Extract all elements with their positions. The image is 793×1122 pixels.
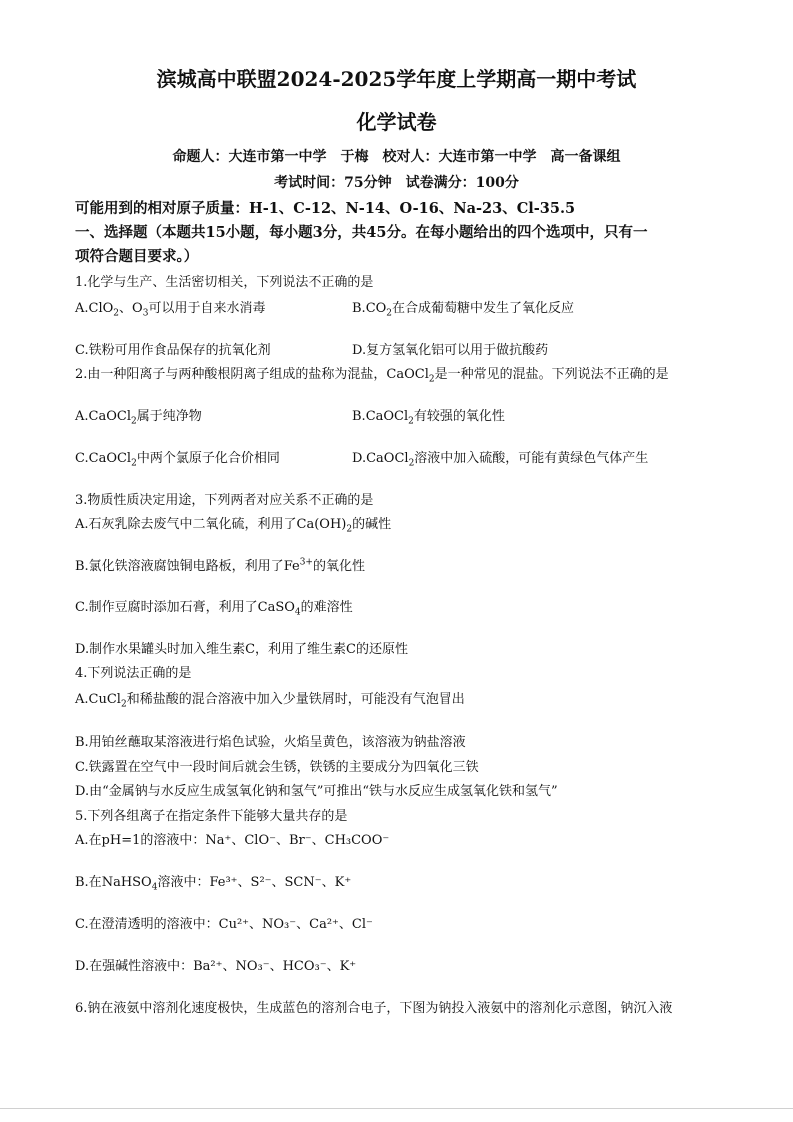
- q1-option-a: A.ClO$_2$、$O_3$可以用于自来水消毒: [75, 301, 266, 319]
- q2-option-c: C.CaOCl$_2$中两个氯原子化合价相同: [75, 451, 280, 469]
- q4-option-c: C.铁露置在空气中一段时间后就会生锈，铁锈的主要成分为四氧化三铁: [75, 760, 479, 775]
- q3-option-d: D.制作水果罐头时加入维生素C，利用了维生素C的还原性: [75, 642, 408, 657]
- question-5-stem: 5.下列各组离子在指定条件下能够大量共存的是: [75, 809, 348, 824]
- section-heading-line2: 项符合题目要求。）: [75, 248, 199, 265]
- atomic-masses: 可能用到的相对原子质量：H-1、C-12、N-14、O-16、Na-23、Cl-35.5: [75, 200, 576, 217]
- question-6-stem: 6.钠在液氨中溶剂化速度极快，生成蓝色的溶剂合电子，下图为钠投入液氨中的溶剂化示意图，钠沉入液: [75, 1001, 673, 1016]
- q4-option-b: B.用铂丝蘸取某溶液进行焰色试验，火焰呈黄色，该溶液为钠盐溶液: [75, 735, 466, 750]
- q5-option-d: D.在强碱性溶液中：Ba²⁺、NO₃⁻、HCO₃⁻、K⁺: [75, 959, 357, 974]
- q4-option-d: D.由“金属钠与水反应生成氢氧化钠和氢气”可推出“铁与水反应生成氢氧化铁和氢气”: [75, 784, 558, 799]
- q3-option-a: A.石灰乳除去废气中二氧化硫，利用了$Ca(OH)_2$的碱性: [75, 517, 392, 535]
- q2-option-b: B.CaOCl$_2$有较强的氧化性: [352, 409, 505, 427]
- exam-info: 考试时间：75分钟 试卷满分：100分: [274, 175, 519, 191]
- q1-option-d: D.复方氢氧化铝可以用于做抗酸药: [352, 343, 549, 358]
- question-3-stem: 3.物质性质决定用途，下列两者对应关系不正确的是: [75, 493, 374, 508]
- q5-option-a: A.在pH=1的溶液中：Na⁺、ClO⁻、Br⁻、CH₃COO⁻: [75, 833, 390, 848]
- q2-option-d: D.CaOCl$_2$溶液中加入硫酸，可能有黄绿色气体产生: [352, 451, 649, 469]
- subject-title: 化学试卷: [356, 110, 437, 134]
- q1-option-b: $B.CO_2$在合成葡萄糖中发生了氧化反应: [352, 301, 575, 319]
- q5-option-c: C.在澄清透明的溶液中：Cu²⁺、NO₃⁻、Ca²⁺、Cl⁻: [75, 917, 373, 932]
- question-2-stem: 2.由一种阳离子与两种酸根阴离子组成的盐称为混盐，CaOCl$_2$是一种常见的混盐。下列说法不正确的是: [75, 367, 669, 385]
- question-1-stem: 1.化学与生产、生活密切相关，下列说法不正确的是: [75, 275, 374, 290]
- q2-option-a: A.CaOCl$_2$属于纯净物: [75, 409, 202, 427]
- q4-option-a: A.CuCl$_2$和稀盐酸的混合溶液中加入少量铁屑时，可能没有气泡冒出: [75, 692, 465, 710]
- q3-option-c: C.制作豆腐时添加石膏，利用了CaSO$_4$的难溶性: [75, 600, 353, 618]
- q5-option-b: B.在NaHSO$_4$溶液中：Fe³⁺、S²⁻、SCN⁻、K⁺: [75, 875, 352, 893]
- exam-title: 滨城高中联盟2024-2025学年度上学期高一期中考试: [156, 67, 637, 91]
- q1-option-c: C.铁粉可用作食品保存的抗氧化剂: [75, 343, 271, 358]
- q3-option-b: B.氯化铁溶液腐蚀铜电路板，利用了$Fe^{3+}$的氧化性: [75, 557, 365, 574]
- question-4-stem: 4.下列说法正确的是: [75, 666, 192, 681]
- authors-line: 命题人：大连市第一中学 于梅 校对人：大连市第一中学 高一备课组: [172, 149, 621, 165]
- section-heading-line1: 一、选择题（本题共15小题，每小题3分，共45分。在每小题给出的四个选项中，只有一: [75, 224, 648, 241]
- page-bottom-divider: [0, 1108, 793, 1109]
